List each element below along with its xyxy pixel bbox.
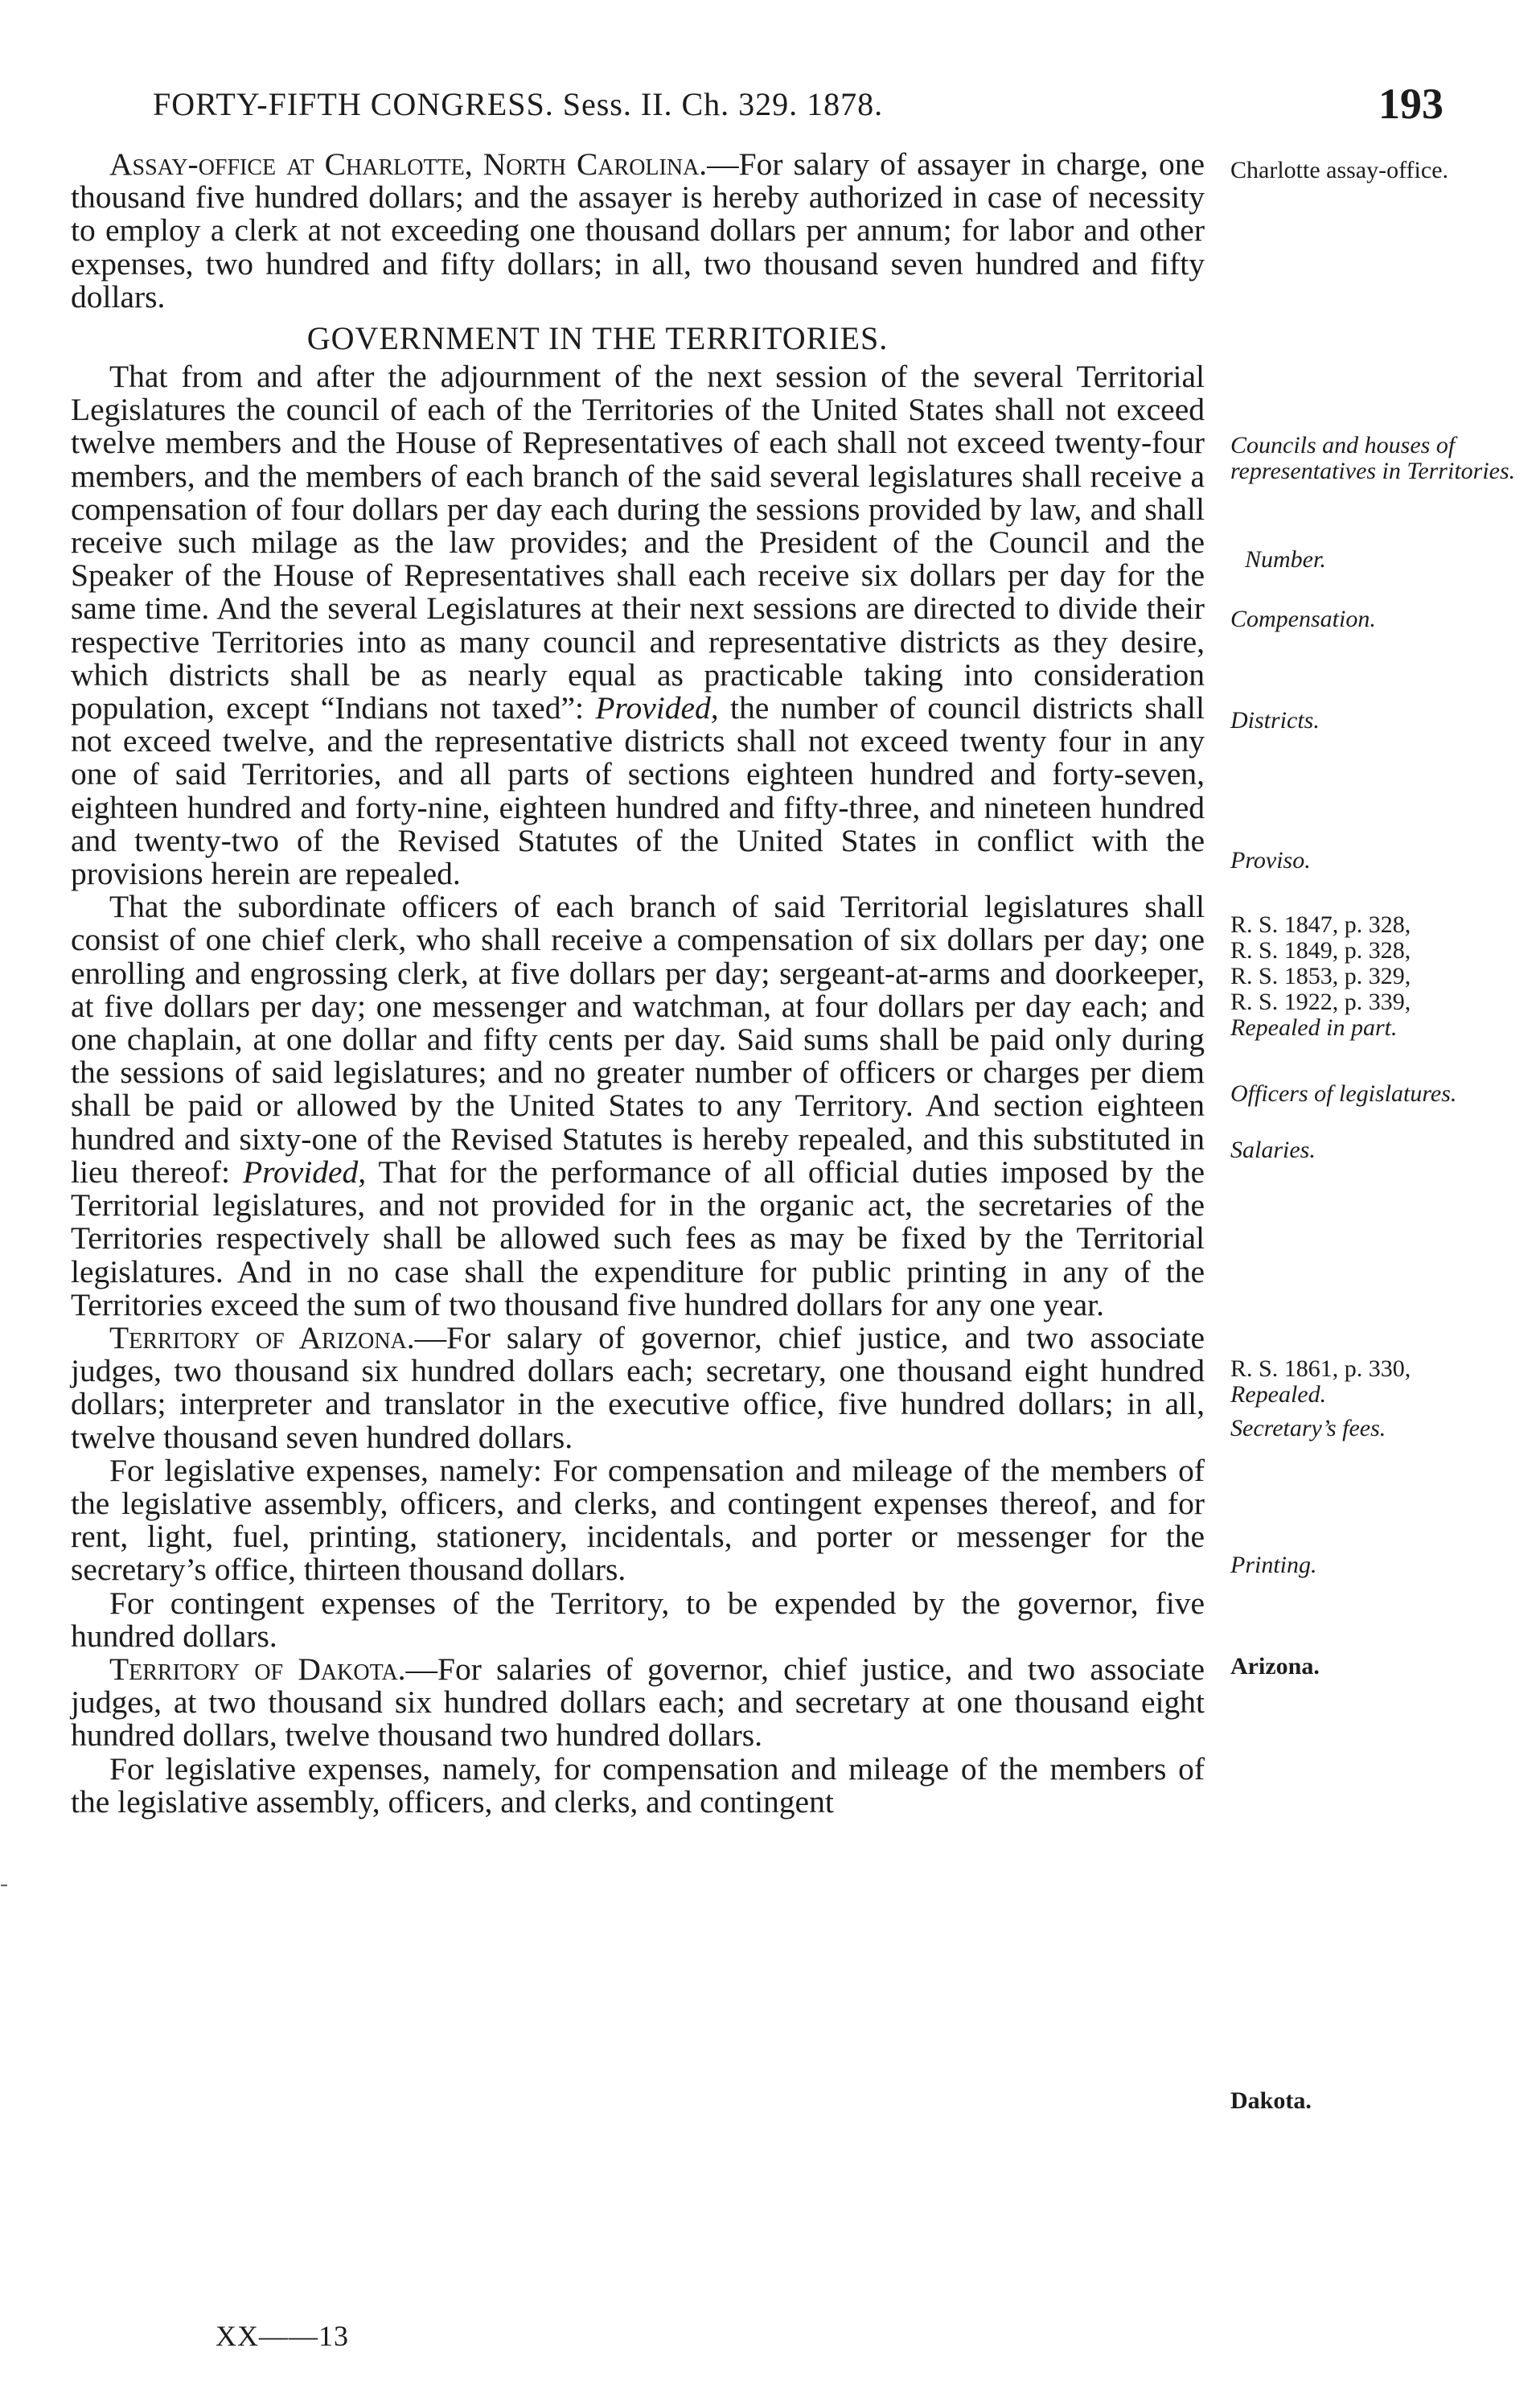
running-head: FORTY-FIFTH CONGRESS. Sess. II. Ch. 329. 1878. [153,86,884,122]
page-header [153,79,1443,143]
main-text [71,148,1205,1819]
edge-mark: - [0,1870,8,1897]
margin-note-councils: Councils and houses of representatives in Territories. [1230,432,1516,484]
text-arizona: —For salary of governor, chief justice, and two associate judges, two thousand six hundred dollars each; secretary, one thousand eight hundred dollars; interpreter and translator in the executive office, five hundred dollars; in all, twelve thousand seven hundred dollars. [71,1319,1205,1455]
text-charlotte: —For salary of assayer in charge, one thousand five hundred dollars; and the assayer is hereby authorized in case of necessity to employ a clerk at not exceeding one thousand dollars per annum; for labor and other expenses, two hundred and fifty dollars; in all, two thousand seven hundred and fifty dollars. [71,146,1205,315]
paragraph-arizona-salaries [71,1319,1205,1455]
margin-note-proviso: Proviso. [1230,847,1311,874]
paragraph-territorial-councils [71,360,1205,890]
signature-mark: XX——13 [216,2320,349,2352]
heading-government-territories: GOVERNMENT IN THE TERRITORIES. [306,320,889,357]
margin-note-secretary-fees: Secretary’s fees. [1230,1415,1386,1441]
paragraph-charlotte-assay-office [71,148,1205,314]
margin-note-rs-1922: R. S. 1922, p. 339, [1230,989,1411,1015]
section-heading-dakota: Territory of Dakota. [109,1651,406,1687]
margin-note-salaries: Salaries. [1230,1137,1316,1163]
margin-note-compensation: Compensation. [1230,606,1376,632]
margin-note-repealed-in-part: Repealed in part. [1230,1014,1398,1041]
text-proviso-2: Provided, [242,1153,367,1190]
text-officers-part2: That for the performance of all official duties imposed by the Territorial legislatures, and not provided for in the organic act, the secretaries of the Territories respectively shall be allowed such fees as may be fixed by the Territorial legislatures. And in no case shall the expenditure for public printing in any of the Territories exceed the sum of two thousand five hundred dollars for any one year. [71,1153,1205,1322]
paragraph-subordinate-officers [71,890,1205,1322]
margin-note-charlotte: Charlotte assay-office. [1230,157,1449,183]
margin-note-rs-1853: R. S. 1853, p. 329, [1230,963,1411,989]
paragraph-dakota-salaries [71,1653,1205,1753]
margin-note-dakota: Dakota. [1230,2087,1312,2114]
margin-note-arizona: Arizona. [1230,1653,1320,1680]
margin-note-number: Number. [1245,546,1326,573]
paragraph-arizona-legislative: For legislative expenses, namely: For compensation and mileage of the members of the legislative assembly, officers, and clerks, and contingent expenses thereof, and for rent, light, fuel, printing, stationery, incidentals, and porter or messenger for the secretary’s office, thirteen thousand dollars. [71,1452,1205,1588]
text-proviso-1: Provided, [595,690,719,726]
text-councils-part2: the number of council districts shall not exceed twelve, and the representative districts shall not exceed twenty four in any one of said Territories, and all parts of sections eighteen hundred and forty-seven, eighteen hundred and forty-nine, eighteen hundred and fifty-three, and nineteen hundred and twenty-two of the Revised Statutes of the United States in conflict with the provisions herein are repealed. [71,690,1205,892]
margin-note-districts: Districts. [1230,707,1320,734]
margin-note-officers: Officers of legislatures. [1230,1080,1457,1107]
margin-note-rs-1849: R. S. 1849, p. 328, [1230,937,1411,964]
margin-note-rs-1861: R. S. 1861, p. 330, [1230,1355,1411,1382]
margin-note-repealed: Repealed. [1230,1381,1327,1408]
section-heading-arizona: Territory of Arizona. [109,1319,415,1355]
section-heading-charlotte: Assay-office at Charlotte, North Carolina. [109,146,708,182]
margin-note-printing: Printing. [1230,1552,1317,1578]
text-officers-part1: That the subordinate officers of each branch of said Territorial legislatures shall consist of one chief clerk, who shall receive a compensation of six dollars per day; one enrolling and engrossing clerk, at five dollars per day; sergeant-at-arms and doorkeeper, at five dollars per day; one messenger and watchman, at four dollars per day each; and one chaplain, at one dollar and fifty cents per day. Said sums shall be paid only during the sessions of said legislatures; and no greater number of officers or charges per diem shall be paid or allowed by the United States to any Territory. And section eighteen hundred and sixty-one of the Revised Statutes is hereby repealed, and this substituted in lieu thereof: [71,889,1205,1190]
text-dakota: —For salaries of governor, chief justice, and two associate judges, at two thousand six hundred dollars each; and secretary at one thousand eight hundred dollars, twelve thousand two hundred dollars. [71,1651,1205,1754]
paragraph-dakota-legislative: For legislative expenses, namely, for compensation and mileage of the members of the legislative assembly, officers, and clerks, and contingent [71,1750,1205,1820]
page-number: 193 [1378,80,1443,128]
paragraph-arizona-contingent: For contingent expenses of the Territory, to be expended by the governor, five hundred dollars. [71,1585,1205,1654]
margin-note-rs-1847: R. S. 1847, p. 328, [1230,911,1411,938]
text-councils-part1: That from and after the adjournment of the next session of the several Territorial Legislatures the council of each of the Territories of the United States shall not exceed twelve members and the House of Representatives of each shall not exceed twenty-four members, and the members of each branch of the said several legislatures shall receive a compensation of four dollars per day each during the sessions provided by law, and shall receive such milage as the law provides; and the President of the Council and the Speaker of the House of Representatives shall each receive six dollars per day for the same time. And the several Legislatures at their next sessions are directed to divide their respective Territories into as many council and representative districts as they desire, which districts shall be as nearly equal as practicable taking into consideration population, except “Indians not taxed”: [71,359,1205,726]
